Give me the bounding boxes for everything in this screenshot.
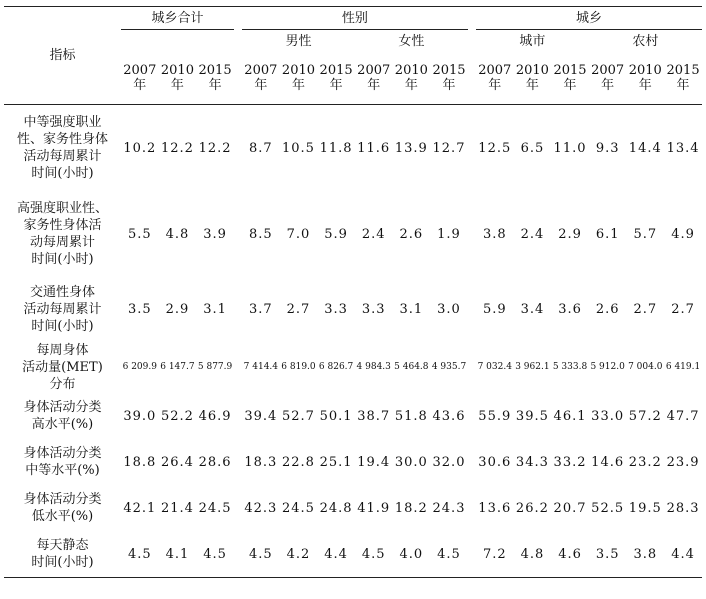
table-cell: 14.4 [628,140,662,156]
group-header-gender: 性别 [242,7,468,30]
table-cell: 4.5 [196,531,234,578]
row-label-line: 身体活动分类 [23,446,102,461]
physical-activity-table [4,6,702,578]
row-label-line: 每天静态 [36,538,89,553]
table-cell: 24.5 [198,500,232,516]
row-label-line: 身体活动分类 [23,400,102,415]
table-cell: 2.4 [361,226,386,242]
table-cell: 52.2 [160,408,194,424]
group-header-urbanrural: 城乡 [476,7,702,30]
year-suffix: 年 [133,78,147,94]
table-cell: 33.0 [591,408,625,424]
table-cell: 57.2 [628,408,662,424]
row-label-line: 高水平(%) [31,417,94,432]
table-cell: 18.2 [394,500,428,516]
year-header [514,53,552,105]
year-value: 2010 [628,63,662,79]
year-suffix: 年 [525,78,539,94]
table-cell: 23.2 [628,454,662,470]
table-cell: 5 333.8 [552,362,588,372]
table-cell: 43.6 [432,408,466,424]
year-suffix: 年 [601,78,615,94]
table-cell: 39.0 [123,408,157,424]
table-cell: 10.5 [281,140,315,156]
table-cell: 19.5 [628,500,662,516]
table-cell: 4.8 [514,531,552,578]
table-cell: 2.9 [558,226,582,242]
year-value: 2010 [160,63,194,79]
table-cell: 4 935.7 [431,362,467,372]
table-cell: 10.2 [123,140,157,156]
year-value: 2007 [478,63,512,79]
table-row [4,277,702,341]
year-header [551,53,589,105]
year-header [317,53,355,105]
year-value: 2007 [244,63,278,79]
table-cell: 12.2 [198,140,232,156]
row-label [4,531,121,578]
year-header [280,53,318,105]
table-cell: 5 464.8 [394,362,429,372]
row-label-line: 活动每周累计 [23,301,102,317]
year-suffix: 年 [488,78,502,94]
table-row [4,485,702,531]
table-cell: 2.7 [671,301,695,317]
table-cell: 20.7 [553,500,587,516]
table-cell: 50.1 [319,408,353,424]
row-label-line: 时间(小时) [31,166,94,181]
table-cell: 41.9 [357,500,391,516]
year-header [626,53,664,105]
year-value: 2015 [553,63,587,79]
table-row [4,341,702,393]
table-cell: 7 004.0 [628,362,663,372]
table-row [4,191,702,277]
year-value: 2007 [357,63,391,79]
row-label-line: 中等强度职业 [23,115,102,130]
table-cell: 39.5 [515,408,549,424]
row-label-line: 活动每周累计 [23,149,102,164]
table-cell: 6 147.7 [160,362,195,372]
year-value: 2015 [319,63,353,79]
table-cell: 2.6 [399,226,424,242]
group-header-total: 城乡合计 [121,7,234,30]
table-cell: 39.4 [244,408,278,424]
row-label-line: 每周身体 [36,342,89,358]
table-cell: 3 962.1 [515,362,550,372]
year-header [430,53,468,105]
table-cell: 3.8 [626,531,664,578]
year-header [242,53,280,105]
table-cell: 25.1 [319,454,353,470]
row-label-line: 身体活动分类 [23,492,102,507]
year-value: 2015 [432,63,466,79]
table-cell: 38.7 [357,408,391,424]
table-body [4,105,702,578]
year-header [476,53,514,105]
table-cell: 11.6 [357,140,391,156]
table-cell: 2.6 [595,301,620,317]
table-cell: 3.9 [203,226,227,242]
year-value: 2010 [515,63,549,79]
table-cell: 3.4 [520,301,545,317]
row-label-line: 活动量(MET) [22,359,103,375]
table-header [4,7,702,105]
table-cell: 3.3 [361,301,386,317]
year-value: 2007 [123,63,157,79]
table-cell: 1.9 [437,226,461,242]
table-cell: 13.6 [478,500,512,516]
table-cell: 6 819.0 [281,362,316,372]
table-cell: 30.0 [394,454,428,470]
table-cell: 30.6 [478,454,512,470]
table-cell: 18.3 [244,454,278,470]
year-suffix: 年 [367,78,381,94]
table-cell: 7 414.4 [243,362,279,372]
table-cell: 4.4 [664,531,702,578]
table-cell: 51.8 [394,408,428,424]
table-cell: 26.2 [515,500,549,516]
row-label-line: 家务性身体活 [23,218,102,233]
table-cell: 6.5 [520,140,545,156]
table-cell: 22.8 [281,454,315,470]
table-cell: 12.7 [432,140,466,156]
table-cell: 6.1 [595,226,620,242]
table-cell: 24.8 [319,500,353,516]
year-suffix: 年 [170,78,184,94]
row-label [4,439,121,485]
year-value: 2007 [591,63,625,79]
row-label [4,393,121,439]
row-label-line: 高强度职业性、 [16,201,108,216]
table-cell: 3.1 [203,301,227,317]
table-cell: 28.6 [198,454,232,470]
year-header [196,53,234,105]
table-row [4,393,702,439]
year-header [121,53,159,105]
table-cell: 4 984.3 [356,362,391,372]
table-cell: 52.7 [281,408,315,424]
year-suffix: 年 [442,78,456,94]
table-cell: 5.9 [324,226,348,242]
table-cell: 3.7 [249,301,273,317]
table-cell: 19.4 [357,454,391,470]
table-cell: 42.3 [244,500,278,516]
table-cell: 5.9 [482,301,507,317]
year-header [664,53,702,105]
year-header [159,53,197,105]
table-cell: 52.5 [591,500,625,516]
table-cell: 3.3 [324,301,348,317]
subgroup-header-urban: 城市 [519,33,546,49]
table-cell: 6 826.7 [318,362,354,372]
table-cell: 12.5 [478,140,512,156]
year-value: 2010 [394,63,428,79]
table-cell: 28.3 [666,500,700,516]
row-label-line: 动每周累计 [29,235,95,250]
table-cell: 5.7 [633,226,658,242]
table-cell: 2.7 [633,301,658,317]
table-cell: 6 209.9 [122,362,157,372]
table-cell: 18.8 [123,454,157,470]
row-label-line: 交通性身体 [29,284,95,300]
table-cell: 14.6 [591,454,625,470]
row-label [4,485,121,531]
year-suffix: 年 [404,78,418,94]
table-cell: 32.0 [432,454,466,470]
table-cell: 7 032.4 [477,362,512,372]
subgroup-header-male: 男性 [285,33,312,49]
table-cell: 2.7 [286,301,311,317]
year-value: 2010 [281,63,316,79]
table-cell: 4.9 [671,226,695,242]
year-suffix: 年 [563,78,577,94]
table-cell: 46.9 [198,408,232,424]
year-header [355,53,393,105]
row-label-line: 时间(小时) [31,555,94,570]
table-cell: 4.5 [355,531,393,578]
row-label [4,341,121,393]
table-cell: 4.4 [317,531,355,578]
year-suffix: 年 [254,78,268,94]
table-cell: 3.8 [482,226,507,242]
table-cell: 4.5 [430,531,468,578]
row-label [4,191,121,277]
year-header [589,53,627,105]
table-cell: 6 419.1 [665,362,701,372]
row-label-line: 时间(小时) [31,252,94,267]
year-header [393,53,431,105]
year-suffix: 年 [208,78,222,94]
table-cell: 24.5 [281,500,315,516]
year-value: 2015 [666,63,700,79]
table-cell: 55.9 [478,408,512,424]
table-cell: 9.3 [595,140,620,156]
subgroup-header-rural: 农村 [632,33,659,49]
row-label [4,105,121,192]
table-cell: 7.0 [286,226,311,242]
table-cell: 21.4 [160,500,194,516]
table-cell: 26.4 [160,454,194,470]
row-label-line: 时间(小时) [31,318,94,334]
table-cell: 4.6 [551,531,589,578]
table-cell: 4.0 [393,531,431,578]
table-cell: 13.9 [394,140,428,156]
table-cell: 13.4 [666,140,700,156]
year-suffix: 年 [676,78,690,94]
indicator-header: 指标 [4,7,121,105]
table-cell: 23.9 [666,454,700,470]
row-label [4,277,121,341]
table-cell: 8.5 [249,226,273,242]
year-suffix: 年 [291,78,305,94]
subgroup-header-female: 女性 [398,33,425,49]
table-cell: 3.0 [437,301,461,317]
year-suffix: 年 [329,78,343,94]
table-cell: 2.4 [520,226,545,242]
table-cell: 12.2 [160,140,194,156]
table-cell: 4.5 [121,531,159,578]
table-cell: 3.5 [127,301,152,317]
table-cell: 5 912.0 [590,362,625,372]
table-cell: 3.5 [589,531,627,578]
table-cell: 34.3 [515,454,549,470]
row-label-line: 性、家务性身体 [16,132,108,147]
table-cell: 47.7 [666,408,700,424]
table-row [4,439,702,485]
year-suffix: 年 [638,78,652,94]
table-cell: 7.2 [476,531,514,578]
table-cell: 8.7 [249,140,273,156]
table-cell: 2.9 [165,301,190,317]
table-cell: 4.2 [280,531,318,578]
table-cell: 3.6 [558,301,582,317]
table-cell: 4.8 [165,226,190,242]
row-label-line: 分布 [49,376,76,392]
table-cell: 3.1 [399,301,424,317]
row-label-line: 低水平(%) [31,509,94,524]
table-cell: 11.8 [319,140,353,156]
table-cell: 33.2 [553,454,587,470]
table-cell: 46.1 [553,408,587,424]
year-value: 2015 [198,63,232,79]
table-cell: 24.3 [432,500,466,516]
table-cell: 11.0 [553,140,587,156]
table-cell: 4.1 [159,531,197,578]
table-row [4,531,702,578]
table-cell: 42.1 [123,500,157,516]
table-cell: 5 877.9 [197,362,233,372]
row-label-line: 中等水平(%) [25,463,100,478]
table-row [4,105,702,192]
table-cell: 4.5 [242,531,280,578]
table-cell: 5.5 [127,226,152,242]
